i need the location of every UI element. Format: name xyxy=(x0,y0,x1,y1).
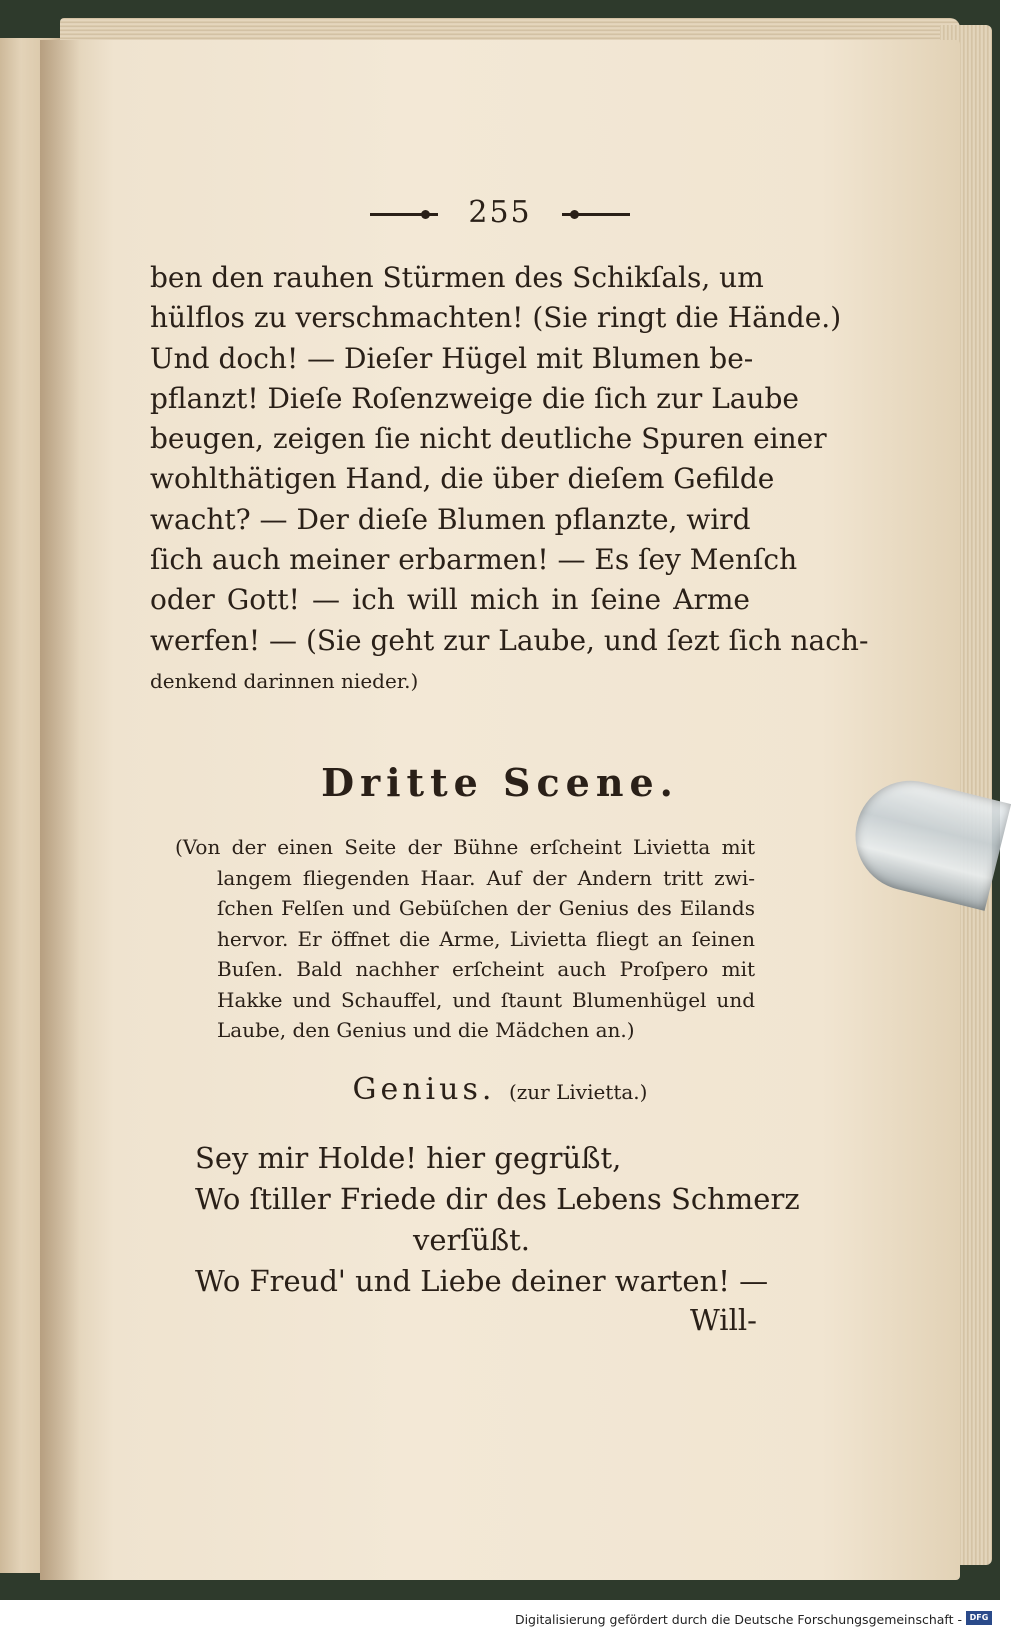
catchword: Will- xyxy=(690,1303,757,1337)
left-ornament xyxy=(370,213,438,216)
footer-bar xyxy=(0,1604,1000,1637)
stage-line: langem fliegenden Haar. Auf der Andern tritt zwi- xyxy=(217,865,755,890)
verse-line: Wo Freud' und Liebe deiner warten! — xyxy=(195,1264,769,1298)
stage-line: Hakke und Schauffel, und ſtaunt Blumenhügel und xyxy=(217,987,755,1012)
dfg-logo: DFG xyxy=(966,1611,992,1625)
text-line: werfen! — (Sie geht zur Laube, und ſezt ſich nach- xyxy=(150,623,869,657)
text-line: denkend darinnen nieder.) xyxy=(150,668,419,693)
stage-line: ſchen Felſen und Gebüſchen der Genius des Eilands xyxy=(217,896,755,920)
speaker-name: Genius. xyxy=(352,1072,496,1107)
verse-line: verſüßt. xyxy=(412,1223,530,1257)
text-line: ben den rauhen Stürmen des Schikſals, um xyxy=(150,261,764,294)
text-line: wacht? — Der dieſe Blumen pflanzte, wird xyxy=(150,502,751,536)
stage-line: Buſen. Bald nachher erſcheint auch Proſpero mit xyxy=(217,957,755,981)
verse-block xyxy=(195,1138,800,1302)
verse-line: Wo ſtiller Friede dir des Lebens Schmerz xyxy=(195,1182,800,1216)
text-line: pflanzt! Dieſe Roſenzweige die ſich zur Laube xyxy=(150,381,800,415)
text-line: hülflos zu verschmachten! (Sie ringt die Hände.) xyxy=(150,301,842,335)
page-header xyxy=(0,195,1000,230)
stage-line: (Von der einen Seite der Bühne erſcheint Livietta mit xyxy=(175,835,755,859)
text-line: ſich auch meiner erbarmen! — Es ſey Menſch xyxy=(150,543,798,577)
page-gutter-shadow xyxy=(40,40,80,1580)
text-line: beugen, zeigen ſie nicht deutliche Spuren einer xyxy=(150,422,827,456)
speaker-direction: (zur Livietta.) xyxy=(508,1080,648,1104)
stage-line: Laube, den Genius und die Mädchen an.) xyxy=(217,1018,635,1042)
text-line: wohlthätigen Hand, die über dieſem Gefilde xyxy=(150,462,775,496)
stage-direction xyxy=(175,832,755,1046)
right-ornament xyxy=(562,213,630,216)
page-number: 255 xyxy=(468,195,532,230)
text-line: oder Gott! — ich will mich in ſeine Arme xyxy=(150,583,750,617)
footer-credit: Digitalisierung gefördert durch die Deutsche Forschungsgemeinschaft - xyxy=(514,1612,962,1627)
verse-line: Sey mir Holde! hier gegrüßt, xyxy=(195,1141,622,1175)
stage-line: hervor. Er öffnet die Arme, Livietta fliegt an ſeinen xyxy=(217,926,755,951)
text-line: Und doch! — Dieſer Hügel mit Blumen be- xyxy=(150,341,754,375)
speaker-heading xyxy=(0,1072,1000,1107)
body-text xyxy=(150,258,869,701)
scene-title: Dritte Scene. xyxy=(321,760,679,805)
